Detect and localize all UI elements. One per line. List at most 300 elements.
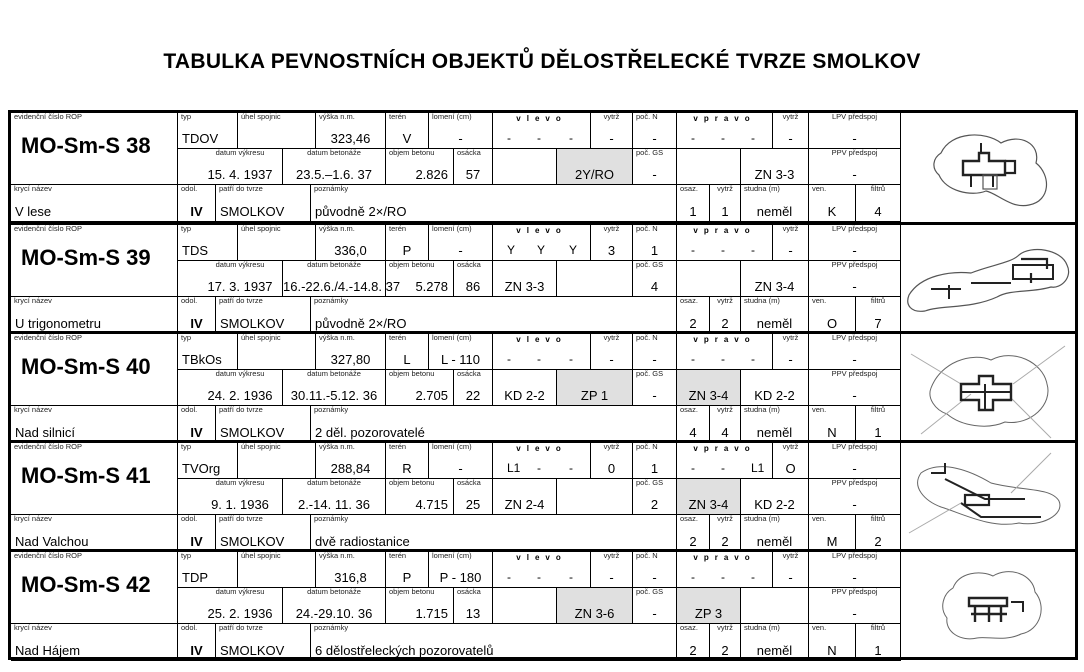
terrain-cell — [386, 552, 429, 588]
vent-cell — [809, 515, 856, 552]
fortress-cell — [216, 624, 311, 661]
odol-value: IV — [190, 316, 203, 331]
ppv-value: - — [852, 388, 857, 403]
volume-cell — [386, 370, 454, 406]
drawing-date: 17. 3. 1937 — [207, 279, 273, 294]
right-label: vpravo — [693, 444, 756, 453]
poc-gs-label: poč. GS — [636, 260, 664, 269]
well-label: studna (m) — [744, 623, 780, 632]
filter-label: filtrů — [870, 296, 886, 305]
well-cell — [741, 515, 809, 552]
terrain-label: terén — [389, 333, 407, 342]
terrain-value: V — [402, 131, 412, 146]
page-title: TABULKA PEVNOSTNÍCH OBJEKTŮ DĚLOSTŘELECKÉ TVRZE SMOLKOV — [163, 50, 921, 73]
osaz-label: osaz. — [680, 514, 698, 523]
left-2: - — [537, 352, 541, 366]
lpv-cell — [809, 225, 901, 261]
poc-n-value: - — [652, 131, 657, 146]
right-a-cell — [677, 588, 741, 624]
right-2: - — [721, 570, 725, 584]
right-vytrz-label: vytrž — [782, 224, 799, 233]
left-a-cell — [493, 479, 557, 515]
terrain-value: R — [402, 461, 412, 476]
cover-name-label: krycí název — [14, 405, 52, 414]
vytrz2-value: 2 — [721, 643, 729, 658]
record-row — [11, 331, 1075, 443]
volume-cell — [386, 588, 454, 624]
notes-value: původně 2×/RO — [315, 204, 407, 219]
vent-label: ven. — [812, 184, 827, 193]
terrain-label: terén — [389, 551, 407, 560]
right-a-cell — [677, 370, 741, 406]
notes-label: poznámky — [314, 623, 349, 632]
cover-name: U trigonometru — [15, 316, 101, 331]
drawing-date-label: datum výkresu — [215, 587, 265, 596]
filter-cell — [856, 515, 901, 552]
cover-name-label: krycí název — [14, 296, 52, 305]
right-b-value: ZN 3-4 — [754, 279, 795, 294]
break-value: - — [458, 461, 463, 476]
left-vytrz-label: vytrž — [603, 442, 620, 451]
concrete-date-cell — [283, 149, 386, 185]
left-vytrz-label: vytrž — [603, 224, 620, 233]
osacka-label: osácka — [457, 587, 481, 596]
poc-gs-cell — [633, 479, 677, 515]
osaz-cell — [677, 624, 710, 661]
osaz-cell — [677, 297, 710, 334]
right-b-cell — [741, 261, 809, 297]
osaz-label: osaz. — [680, 405, 698, 414]
cover-name-cell — [11, 185, 178, 222]
poc-n-value: - — [652, 352, 657, 367]
lpv-label: LPV předspoj — [831, 551, 878, 560]
cover-name: Nad Hájem — [15, 643, 81, 658]
record-row — [11, 222, 1075, 334]
right-vytrz-cell — [773, 552, 809, 588]
height-value: 336,0 — [334, 243, 367, 258]
poc-n-label: poč. N — [636, 333, 658, 342]
poc-n-label: poč. N — [636, 551, 658, 560]
height-value: 316,8 — [334, 570, 367, 585]
lpv-value: - — [852, 461, 857, 476]
well-label: studna (m) — [744, 184, 780, 193]
vent-label: ven. — [812, 514, 827, 523]
left-cell — [493, 552, 591, 588]
concrete-date-cell — [283, 479, 386, 515]
right-vytrz-cell — [773, 225, 809, 261]
right-vytrz-cell — [773, 443, 809, 479]
osacka-value: 13 — [465, 606, 481, 621]
lpv-value: - — [852, 570, 857, 585]
typ-cell — [178, 225, 238, 261]
notes-value: původně 2×/RO — [315, 316, 407, 331]
left-cell — [493, 443, 591, 479]
typ-value: TDOV — [182, 131, 219, 146]
odol-cell — [178, 624, 216, 661]
right-1: - — [691, 461, 695, 475]
angle-label: úhel spojnic — [241, 551, 281, 560]
lpv-label: LPV předspoj — [831, 333, 878, 342]
filter-cell — [856, 185, 901, 222]
osaz-cell — [677, 515, 710, 552]
vent-cell — [809, 185, 856, 222]
left-b-value: ZP 1 — [580, 388, 609, 403]
vytrz2-value: 2 — [721, 316, 729, 331]
odol-label: odol. — [181, 514, 198, 523]
drawing-date-cell — [198, 588, 283, 624]
height-value: 323,46 — [330, 131, 371, 146]
volume-label: objem betonu — [389, 148, 435, 157]
poc-n-label: poč. N — [636, 224, 658, 233]
break-cell — [429, 113, 493, 149]
fortress-cell — [216, 297, 311, 334]
poc-gs-label: poč. GS — [636, 478, 664, 487]
vent-cell — [809, 297, 856, 334]
angle-cell — [238, 334, 316, 370]
filter-value: 7 — [874, 316, 882, 331]
filter-value: 4 — [874, 204, 882, 219]
concrete-date-label: datum betonáže — [307, 369, 361, 378]
right-label: vpravo — [693, 226, 756, 235]
right-cell — [677, 443, 773, 479]
osacka-cell — [454, 149, 493, 185]
filter-label: filtrů — [870, 405, 886, 414]
break-label: lomení (cm) — [432, 442, 472, 451]
right-vytrz-value: - — [788, 131, 793, 146]
drawing-date-label: datum výkresu — [215, 148, 265, 157]
poc-gs-label: poč. GS — [636, 587, 664, 596]
concrete-date-label: datum betonáže — [307, 478, 361, 487]
left-cell — [493, 113, 591, 149]
right-b-cell — [741, 370, 809, 406]
poc-n-cell — [633, 113, 677, 149]
poc-n-label: poč. N — [636, 112, 658, 121]
cover-name-label: krycí název — [14, 184, 52, 193]
typ-value: TDS — [182, 243, 208, 258]
osacka-label: osácka — [457, 260, 481, 269]
right-2: - — [721, 461, 725, 475]
volume-cell — [386, 261, 454, 297]
vytrz2-cell — [710, 185, 741, 222]
vytrz2-label: vytrž — [717, 184, 733, 193]
left-vytrz-cell — [591, 443, 633, 479]
terrain-label: terén — [389, 442, 407, 451]
filter-label: filtrů — [870, 623, 886, 632]
angle-cell — [238, 443, 316, 479]
cover-name-cell — [11, 515, 178, 552]
poc-gs-cell — [633, 261, 677, 297]
drawing-date-cell — [198, 370, 283, 406]
poc-gs-value: 2 — [650, 497, 659, 512]
right-1: - — [691, 131, 695, 145]
left-vytrz-cell — [591, 552, 633, 588]
concrete-date-label: datum betonáže — [307, 260, 361, 269]
osaz-label: osaz. — [680, 296, 698, 305]
fortress-label: patří do tvrze — [219, 184, 263, 193]
id-cell — [11, 552, 178, 624]
drawing-date-label: datum výkresu — [215, 478, 265, 487]
angle-label: úhel spojnic — [241, 442, 281, 451]
fortress-value: SMOLKOV — [220, 643, 285, 658]
fortress-value: SMOLKOV — [220, 534, 285, 549]
right-vytrz-value: - — [788, 570, 793, 585]
typ-label: typ — [181, 112, 192, 121]
height-value: 327,80 — [330, 352, 371, 367]
concrete-date: 23.5.–1.6. 37 — [296, 167, 372, 182]
typ-value: TDP — [182, 570, 208, 585]
osaz-value: 4 — [689, 425, 697, 440]
right-cell — [677, 334, 773, 370]
terrain-value: P — [402, 570, 412, 585]
ppv-value: - — [852, 279, 857, 294]
vytrz2-cell — [710, 624, 741, 661]
height-label: výška n.m. — [319, 112, 355, 121]
fortress-cell — [216, 515, 311, 552]
odol-label: odol. — [181, 405, 198, 414]
vent-label: ven. — [812, 623, 827, 632]
left-3: - — [569, 131, 573, 145]
right-1: - — [691, 352, 695, 366]
angle-cell — [238, 225, 316, 261]
osaz-cell — [677, 185, 710, 222]
concrete-date-label: datum betonáže — [307, 587, 361, 596]
id-label: evidenční číslo ROP — [14, 224, 82, 233]
concrete-date-cell — [283, 370, 386, 406]
filter-label: filtrů — [870, 184, 886, 193]
right-2: - — [721, 131, 725, 145]
concrete-date-cell — [283, 588, 386, 624]
vent-value: O — [826, 316, 838, 331]
poc-gs-cell — [633, 370, 677, 406]
terrain-cell — [386, 113, 429, 149]
break-label: lomení (cm) — [432, 333, 472, 342]
floor-plan-drawing — [901, 113, 1075, 222]
right-a-cell — [677, 479, 741, 515]
right-3: - — [751, 352, 755, 366]
height-label: výška n.m. — [319, 333, 355, 342]
right-a-cell — [677, 261, 741, 297]
left-3: - — [569, 570, 573, 584]
right-vytrz-label: vytrž — [782, 442, 799, 451]
left-vytrz-value: 0 — [607, 461, 616, 476]
right-vytrz-label: vytrž — [782, 112, 799, 121]
well-value: neměl — [756, 316, 793, 331]
filter-value: 1 — [874, 643, 882, 658]
well-cell — [741, 406, 809, 443]
left-vytrz-cell — [591, 113, 633, 149]
left-b-cell — [557, 149, 633, 185]
osacka-cell — [454, 370, 493, 406]
notes-label: poznámky — [314, 184, 349, 193]
drawing-date: 24. 2. 1936 — [207, 388, 273, 403]
left-a-cell — [493, 261, 557, 297]
right-label: vpravo — [693, 553, 756, 562]
angle-label: úhel spojnic — [241, 333, 281, 342]
cover-name-label: krycí název — [14, 514, 52, 523]
angle-cell — [238, 552, 316, 588]
lpv-cell — [809, 113, 901, 149]
left-label: vlevo — [516, 444, 567, 453]
left-vytrz-value: - — [609, 131, 614, 146]
fortress-value: SMOLKOV — [220, 425, 285, 440]
well-label: studna (m) — [744, 405, 780, 414]
left-b-cell — [557, 370, 633, 406]
lpv-label: LPV předspoj — [831, 442, 878, 451]
left-label: vlevo — [516, 553, 567, 562]
notes-value: 2 děl. pozorovatelé — [315, 425, 425, 440]
osacka-value: 25 — [465, 497, 481, 512]
poc-gs-value: - — [652, 167, 657, 182]
angle-label: úhel spojnic — [241, 112, 281, 121]
left-1: L1 — [507, 461, 521, 475]
poc-n-value: 1 — [650, 243, 659, 258]
osaz-value: 2 — [689, 643, 697, 658]
notes-cell — [311, 406, 677, 443]
left-a-value: ZN 3-3 — [504, 279, 545, 294]
vytrz2-cell — [710, 406, 741, 443]
concrete-date-label: datum betonáže — [307, 148, 361, 157]
id-label: evidenční číslo ROP — [14, 333, 82, 342]
odol-cell — [178, 515, 216, 552]
poc-n-cell — [633, 552, 677, 588]
cover-name: Nad Valchou — [15, 534, 89, 549]
lpv-value: - — [852, 131, 857, 146]
fortress-label: patří do tvrze — [219, 296, 263, 305]
typ-cell — [178, 113, 238, 149]
filter-cell — [856, 297, 901, 334]
osaz-value: 2 — [689, 316, 697, 331]
notes-cell — [311, 185, 677, 222]
vytrz2-value: 1 — [721, 204, 729, 219]
vent-value: N — [827, 425, 837, 440]
record-id: MO-Sm-S 39 — [21, 245, 151, 270]
lpv-value: - — [852, 352, 857, 367]
break-value: - — [458, 131, 463, 146]
vent-value: M — [826, 534, 838, 549]
volume-value: 2.826 — [415, 167, 448, 182]
left-b-cell — [557, 261, 633, 297]
drawing-date-label: datum výkresu — [215, 260, 265, 269]
volume-value: 5.278 — [415, 279, 448, 294]
height-cell — [316, 334, 386, 370]
left-2: Y — [537, 243, 546, 257]
volume-label: objem betonu — [389, 260, 435, 269]
poc-gs-value: - — [652, 606, 657, 621]
concrete-date-cell — [283, 260, 401, 297]
poc-gs-cell — [633, 149, 677, 185]
right-cell — [677, 113, 773, 149]
floor-plan-drawing — [901, 334, 1075, 443]
terrain-cell — [386, 225, 429, 261]
right-vytrz-value: - — [788, 352, 793, 367]
osacka-cell — [454, 261, 493, 297]
ppv-value: - — [852, 606, 857, 621]
left-2: - — [537, 570, 541, 584]
vytrz2-cell — [710, 297, 741, 334]
id-label: evidenční číslo ROP — [14, 442, 82, 451]
right-label: vpravo — [693, 335, 756, 344]
odol-cell — [178, 297, 216, 334]
ppv-label: PPV předspoj — [831, 260, 878, 269]
volume-value: 2.705 — [415, 388, 448, 403]
vent-value: N — [827, 643, 837, 658]
right-a-value: ZN 3-4 — [688, 388, 729, 403]
typ-label: typ — [181, 333, 192, 342]
drawing-date: 9. 1. 1936 — [211, 497, 269, 512]
fortress-label: patří do tvrze — [219, 514, 263, 523]
break-cell — [429, 552, 493, 588]
odol-value: IV — [190, 534, 203, 549]
left-cell — [493, 225, 591, 261]
id-cell — [11, 443, 178, 515]
filter-cell — [856, 406, 901, 443]
vytrz2-cell — [710, 515, 741, 552]
left-2: - — [537, 131, 541, 145]
cover-name-cell — [11, 624, 178, 661]
drawing-date-label: datum výkresu — [215, 369, 265, 378]
fortress-cell — [216, 185, 311, 222]
concrete-date: 16.-22.6./4.-14.8. 37 — [283, 279, 401, 294]
right-1: - — [691, 243, 695, 257]
right-vytrz-label: vytrž — [782, 551, 799, 560]
left-3: - — [569, 461, 573, 475]
height-cell — [316, 113, 386, 149]
typ-label: typ — [181, 442, 192, 451]
ppv-label: PPV předspoj — [831, 148, 878, 157]
concrete-date: 30.11.-5.12. 36 — [290, 388, 378, 403]
record-id: MO-Sm-S 38 — [21, 133, 151, 158]
ppv-label: PPV předspoj — [831, 478, 878, 487]
volume-cell — [386, 479, 454, 515]
id-cell — [11, 113, 178, 185]
left-vytrz-value: 3 — [607, 243, 616, 258]
odol-value: IV — [190, 643, 203, 658]
right-b-cell — [741, 479, 809, 515]
ppv-value: - — [852, 497, 857, 512]
typ-cell — [178, 334, 238, 370]
notes-cell — [311, 297, 677, 334]
cover-name-label: krycí název — [14, 623, 52, 632]
volume-label: objem betonu — [389, 369, 435, 378]
height-value: 288,84 — [330, 461, 371, 476]
right-vytrz-cell — [773, 334, 809, 370]
osaz-label: osaz. — [680, 184, 698, 193]
ppv-cell — [809, 370, 901, 406]
poc-n-value: 1 — [650, 461, 659, 476]
osacka-value: 57 — [465, 167, 481, 182]
right-a-value: ZP 3 — [694, 606, 723, 621]
well-value: neměl — [756, 643, 793, 658]
notes-label: poznámky — [314, 296, 349, 305]
left-1: Y — [507, 243, 516, 257]
osacka-label: osácka — [457, 148, 481, 157]
break-label: lomení (cm) — [432, 551, 472, 560]
vent-cell — [809, 406, 856, 443]
left-2: - — [537, 461, 541, 475]
cover-name: Nad silnicí — [15, 425, 75, 440]
ppv-cell — [809, 261, 901, 297]
osacka-cell — [454, 479, 493, 515]
lpv-label: LPV předspoj — [831, 112, 878, 121]
cover-name-cell — [11, 297, 178, 334]
terrain-label: terén — [389, 224, 407, 233]
height-cell — [316, 552, 386, 588]
osacka-label: osácka — [457, 369, 481, 378]
right-3: - — [751, 243, 755, 257]
right-label: vpravo — [693, 114, 756, 123]
poc-gs-cell — [633, 588, 677, 624]
typ-label: typ — [181, 224, 192, 233]
